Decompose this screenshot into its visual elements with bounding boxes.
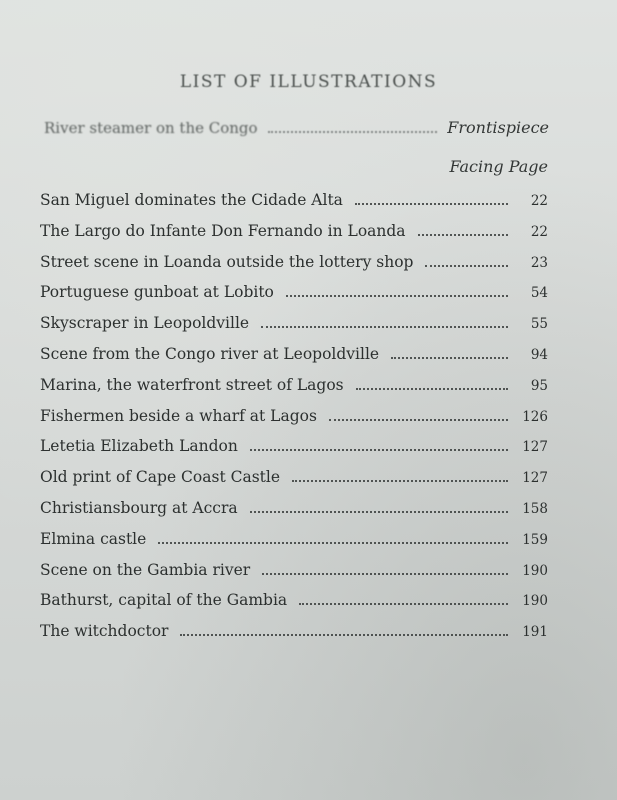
dot-leader xyxy=(391,357,508,359)
list-item xyxy=(40,407,548,438)
frontispiece-page-ref: Frontispiece xyxy=(447,118,549,137)
page-number: 190 xyxy=(522,593,548,610)
list-item xyxy=(40,345,548,376)
illustration-title: Letetia Elizabeth Landon xyxy=(40,437,238,456)
illustration-title: Scene from the Congo river at Leopoldville xyxy=(40,344,380,363)
page-number: 22 xyxy=(530,193,548,209)
frontispiece-entry xyxy=(44,118,549,137)
list-item xyxy=(40,191,548,222)
dot-leader xyxy=(355,203,508,205)
list-item xyxy=(40,314,548,345)
frontispiece-title: River steamer on the Congo xyxy=(44,119,258,137)
page-number: 127 xyxy=(522,470,548,487)
illustration-title: Marina, the waterfront street of Lagos xyxy=(40,375,344,394)
page-number: 190 xyxy=(522,562,548,579)
illustration-title: Street scene in Loanda outside the lottery shop xyxy=(40,252,414,271)
dot-leader xyxy=(329,419,508,421)
dot-leader xyxy=(250,511,508,513)
illustrations-list xyxy=(40,191,548,653)
list-item xyxy=(40,222,548,253)
illustration-title: Old print of Cape Coast Castle xyxy=(40,468,281,487)
list-item xyxy=(40,253,548,284)
list-item xyxy=(40,283,548,314)
page-heading: LIST OF ILLUSTRATIONS xyxy=(179,72,438,92)
illustration-title: Bathurst, capital of the Gambia xyxy=(40,591,288,610)
page-number: 54 xyxy=(530,285,548,302)
list-item xyxy=(40,622,548,653)
dot-leader xyxy=(356,388,508,390)
illustration-title: Scene on the Gambia river xyxy=(40,560,251,579)
page-number: 159 xyxy=(522,531,548,548)
page-number: 95 xyxy=(530,377,548,394)
page-number: 55 xyxy=(530,316,548,333)
dot-leader xyxy=(180,634,508,636)
page-number: 191 xyxy=(522,624,548,641)
illustration-title: Elmina castle xyxy=(40,529,147,548)
list-item xyxy=(40,468,548,499)
dot-leader xyxy=(158,542,508,544)
dot-leader xyxy=(286,295,508,297)
list-item xyxy=(40,499,548,530)
illustration-title: Christiansbourg at Accra xyxy=(40,498,238,517)
list-item xyxy=(40,561,548,592)
illustration-title: Portuguese gunboat at Lobito xyxy=(40,283,274,302)
illustration-title: Skyscraper in Leopoldville xyxy=(40,314,250,333)
list-item xyxy=(40,376,548,407)
illustration-title: The Largo do Infante Don Fernando in Loanda xyxy=(40,221,406,240)
page-number: 126 xyxy=(522,408,548,425)
dot-leader xyxy=(268,131,438,133)
dot-leader xyxy=(262,573,508,575)
page-number: 94 xyxy=(530,346,548,363)
dot-leader xyxy=(299,603,508,605)
list-item xyxy=(40,591,548,622)
page-number: 22 xyxy=(530,223,548,240)
illustration-title: Fishermen beside a wharf at Lagos xyxy=(40,406,317,425)
dot-leader xyxy=(261,326,508,328)
illustration-title: The witchdoctor xyxy=(40,622,169,641)
list-item xyxy=(40,530,548,561)
dot-leader xyxy=(250,449,508,451)
list-item xyxy=(40,437,548,468)
page-number: 158 xyxy=(522,500,548,517)
dot-leader xyxy=(425,265,508,267)
page-number: 127 xyxy=(522,439,548,456)
page-number: 23 xyxy=(530,254,548,271)
illustration-title: San Miguel dominates the Cidade Alta xyxy=(40,191,343,209)
dot-leader xyxy=(418,234,508,236)
facing-page-label: Facing Page xyxy=(449,157,548,176)
dot-leader xyxy=(292,480,508,482)
